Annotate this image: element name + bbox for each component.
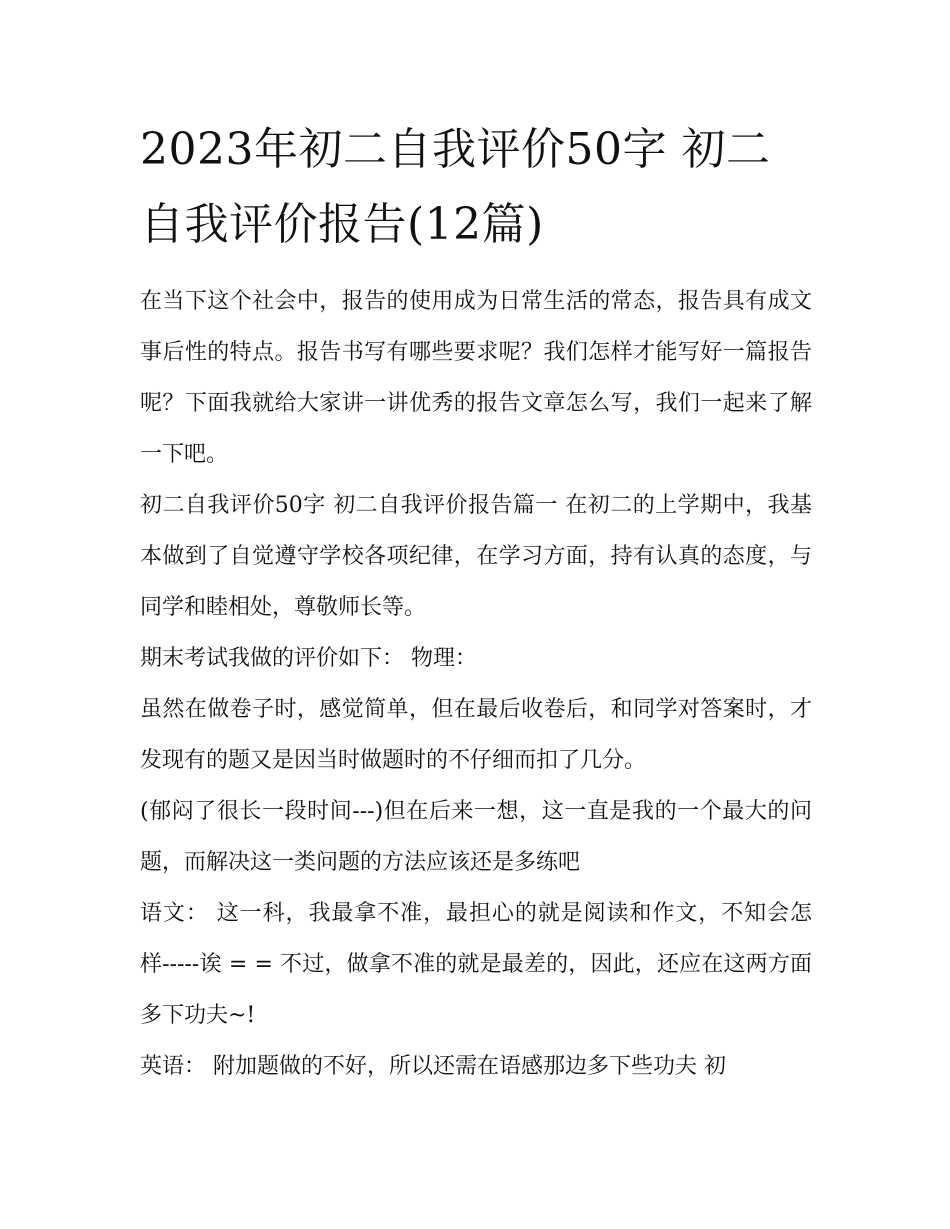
paragraph-physics-detail: 虽然在做卷子时，感觉简单，但在最后收卷后，和同学对答案时，才发现有的题又是因当时做题时的不仔细而扣了几分。 <box>140 697 812 773</box>
paragraph-english: 英语： 附加题做的不好，所以还需在语感那边多下些功夫 初 <box>140 1054 726 1079</box>
paragraph-intro: 在当下这个社会中，报告的使用成为日常生活的常态，报告具有成文事后性的特点。报告书写有哪些要求呢？我们怎样才能写好一篇报告呢？下面我就给大家讲一讲优秀的报告文章怎么写，我们一起来了解一下吧。 <box>140 289 812 467</box>
paragraph-exam-evaluation-physics: 期末考试我做的评价如下： 物理： <box>140 646 477 671</box>
paragraph-essay-one-opening: 初二自我评价50字 初二自我评价报告篇一 在初二的上学期中，我基本做到了自觉遵守学校各项纪律，在学习方面，持有认真的态度，与同学和睦相处，尊敬师长等。 <box>140 493 812 620</box>
paragraph-chinese: 语文： 这一科，我最拿不准，最担心的就是阅读和作文，不知会怎样-----诶 = = 不过，做拿不准的就是最差的，因此，还应在这两方面多下功夫~! <box>140 901 812 1028</box>
document-title: 2023年初二自我评价50字 初二自我评价报告(12篇) <box>140 124 771 250</box>
document-body <box>140 276 812 1092</box>
paragraph-physics-reflection: (郁闷了很长一段时间---)但在后来一想，这一直是我的一个最大的问题，而解决这一类问题的方法应该还是多练吧 <box>140 799 812 875</box>
document-page <box>140 112 812 1092</box>
